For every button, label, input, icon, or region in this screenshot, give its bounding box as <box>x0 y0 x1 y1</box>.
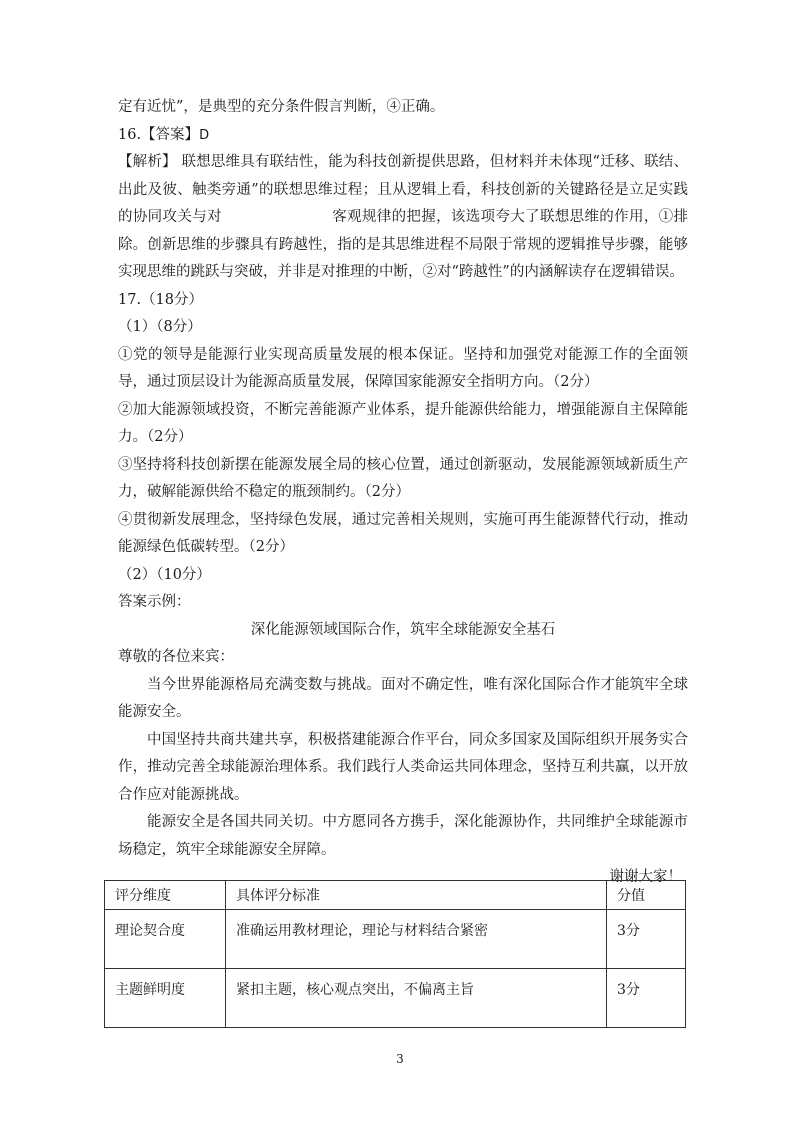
speech-paragraph: 当今世界能源格局充满变数与挑战。面对不确定性，唯有深化国际合作才能筑牢全球能源安全。 <box>118 676 688 720</box>
part-1-header: （1）（8分） <box>118 319 202 335</box>
point-3: ③坚持将科技创新摆在能源发展全局的核心位置，通过创新驱动，发展能源领域新质生产力，破解能源供给不稳定的瓶颈制约。（2分） <box>118 456 688 500</box>
analysis-text-part-2: 客观规律的把握，该选项夸大了联想思维的作用，①排除。创新思维的步骤具有跨越性，指的是其思维进程不局限于常规的逻辑推导步骤，能够实现思维的跳跃与突破，并非是对推理的中断，②对“跨越性”的内涵解读存在逻辑错误。 <box>118 209 689 280</box>
part-2-header: （2）（10分） <box>118 566 211 583</box>
table-cell: 主题鲜明度 <box>105 969 226 1028</box>
table-cell: 准确运用教材理论，理论与材料结合紧密 <box>226 910 607 969</box>
speech-paragraph: 能源安全是各国共同关切。中方愿同各方携手，深化能源协作，共同维护全球能源市场稳定，筑牢全球能源安全屏障。 <box>118 814 688 858</box>
answer-label: 16.【答案】 <box>118 126 200 143</box>
table-cell: 3分 <box>607 969 686 1028</box>
answer-letter: D <box>199 127 210 143</box>
table-row <box>105 910 686 969</box>
question-17-header: 17.（18分） <box>118 291 204 308</box>
table-cell: 理论契合度 <box>105 910 226 969</box>
table-header-cell: 具体评分标准 <box>226 881 607 910</box>
grading-table <box>104 880 686 1028</box>
sample-answer-label: 答案示例： <box>118 594 191 610</box>
speech-greeting: 尊敬的各位来宾： <box>118 649 234 665</box>
point-1: ①党的领导是能源行业实现高质量发展的根本保证。坚持和加强党对能源工作的全面领导，通过顶层设计为能源高质量发展，保障国家能源安全指明方向。（2分） <box>118 346 688 390</box>
speech-title: 深化能源领域国际合作，筑牢全球能源安全基石 <box>250 621 556 638</box>
table-header-cell: 评分维度 <box>105 881 226 910</box>
table-cell: 3分 <box>607 910 686 969</box>
question-16-answer <box>118 122 688 150</box>
analysis-text-part-1: 【解析】 联想思维具有联结性，能为科技创新提供思路，但材料并未体现“迁移、联结、出此及彼、触类旁通”的联想思维过程；且从逻辑上看，科技创新的关键路径是立足实践的协同攻关与对 <box>118 154 688 225</box>
page-number: 3 <box>396 1052 404 1066</box>
answer-content <box>118 94 688 892</box>
table-header-row <box>105 881 686 910</box>
speech-closing: 谢谢大家！ <box>609 869 682 885</box>
analysis-paragraph <box>118 149 688 287</box>
table-header-cell: 分值 <box>607 881 686 910</box>
table-cell: 紧扣主题，核心观点突出，不偏离主旨 <box>226 969 607 1028</box>
point-4: ④贯彻新发展理念，坚持绿色发展，通过完善相关规则，实施可再生能源替代行动，推动能源绿色低碳转型。（2分） <box>118 511 688 555</box>
point-2: ②加大能源领域投资，不断完善能源产业体系，提升能源供给能力，增强能源自主保障能力。（2分） <box>118 401 688 445</box>
speech-paragraph: 中国坚持共商共建共享，积极搭建能源合作平台，同众多国家及国际组织开展务实合作，推动完善全球能源治理体系。我们践行人类命运共同体理念，坚持互利共赢，以开放合作应对能源挑战。 <box>118 731 688 803</box>
table-row <box>105 969 686 1028</box>
paragraph: 定有近忧”，是典型的充分条件假言判断，④正确。 <box>118 99 445 115</box>
